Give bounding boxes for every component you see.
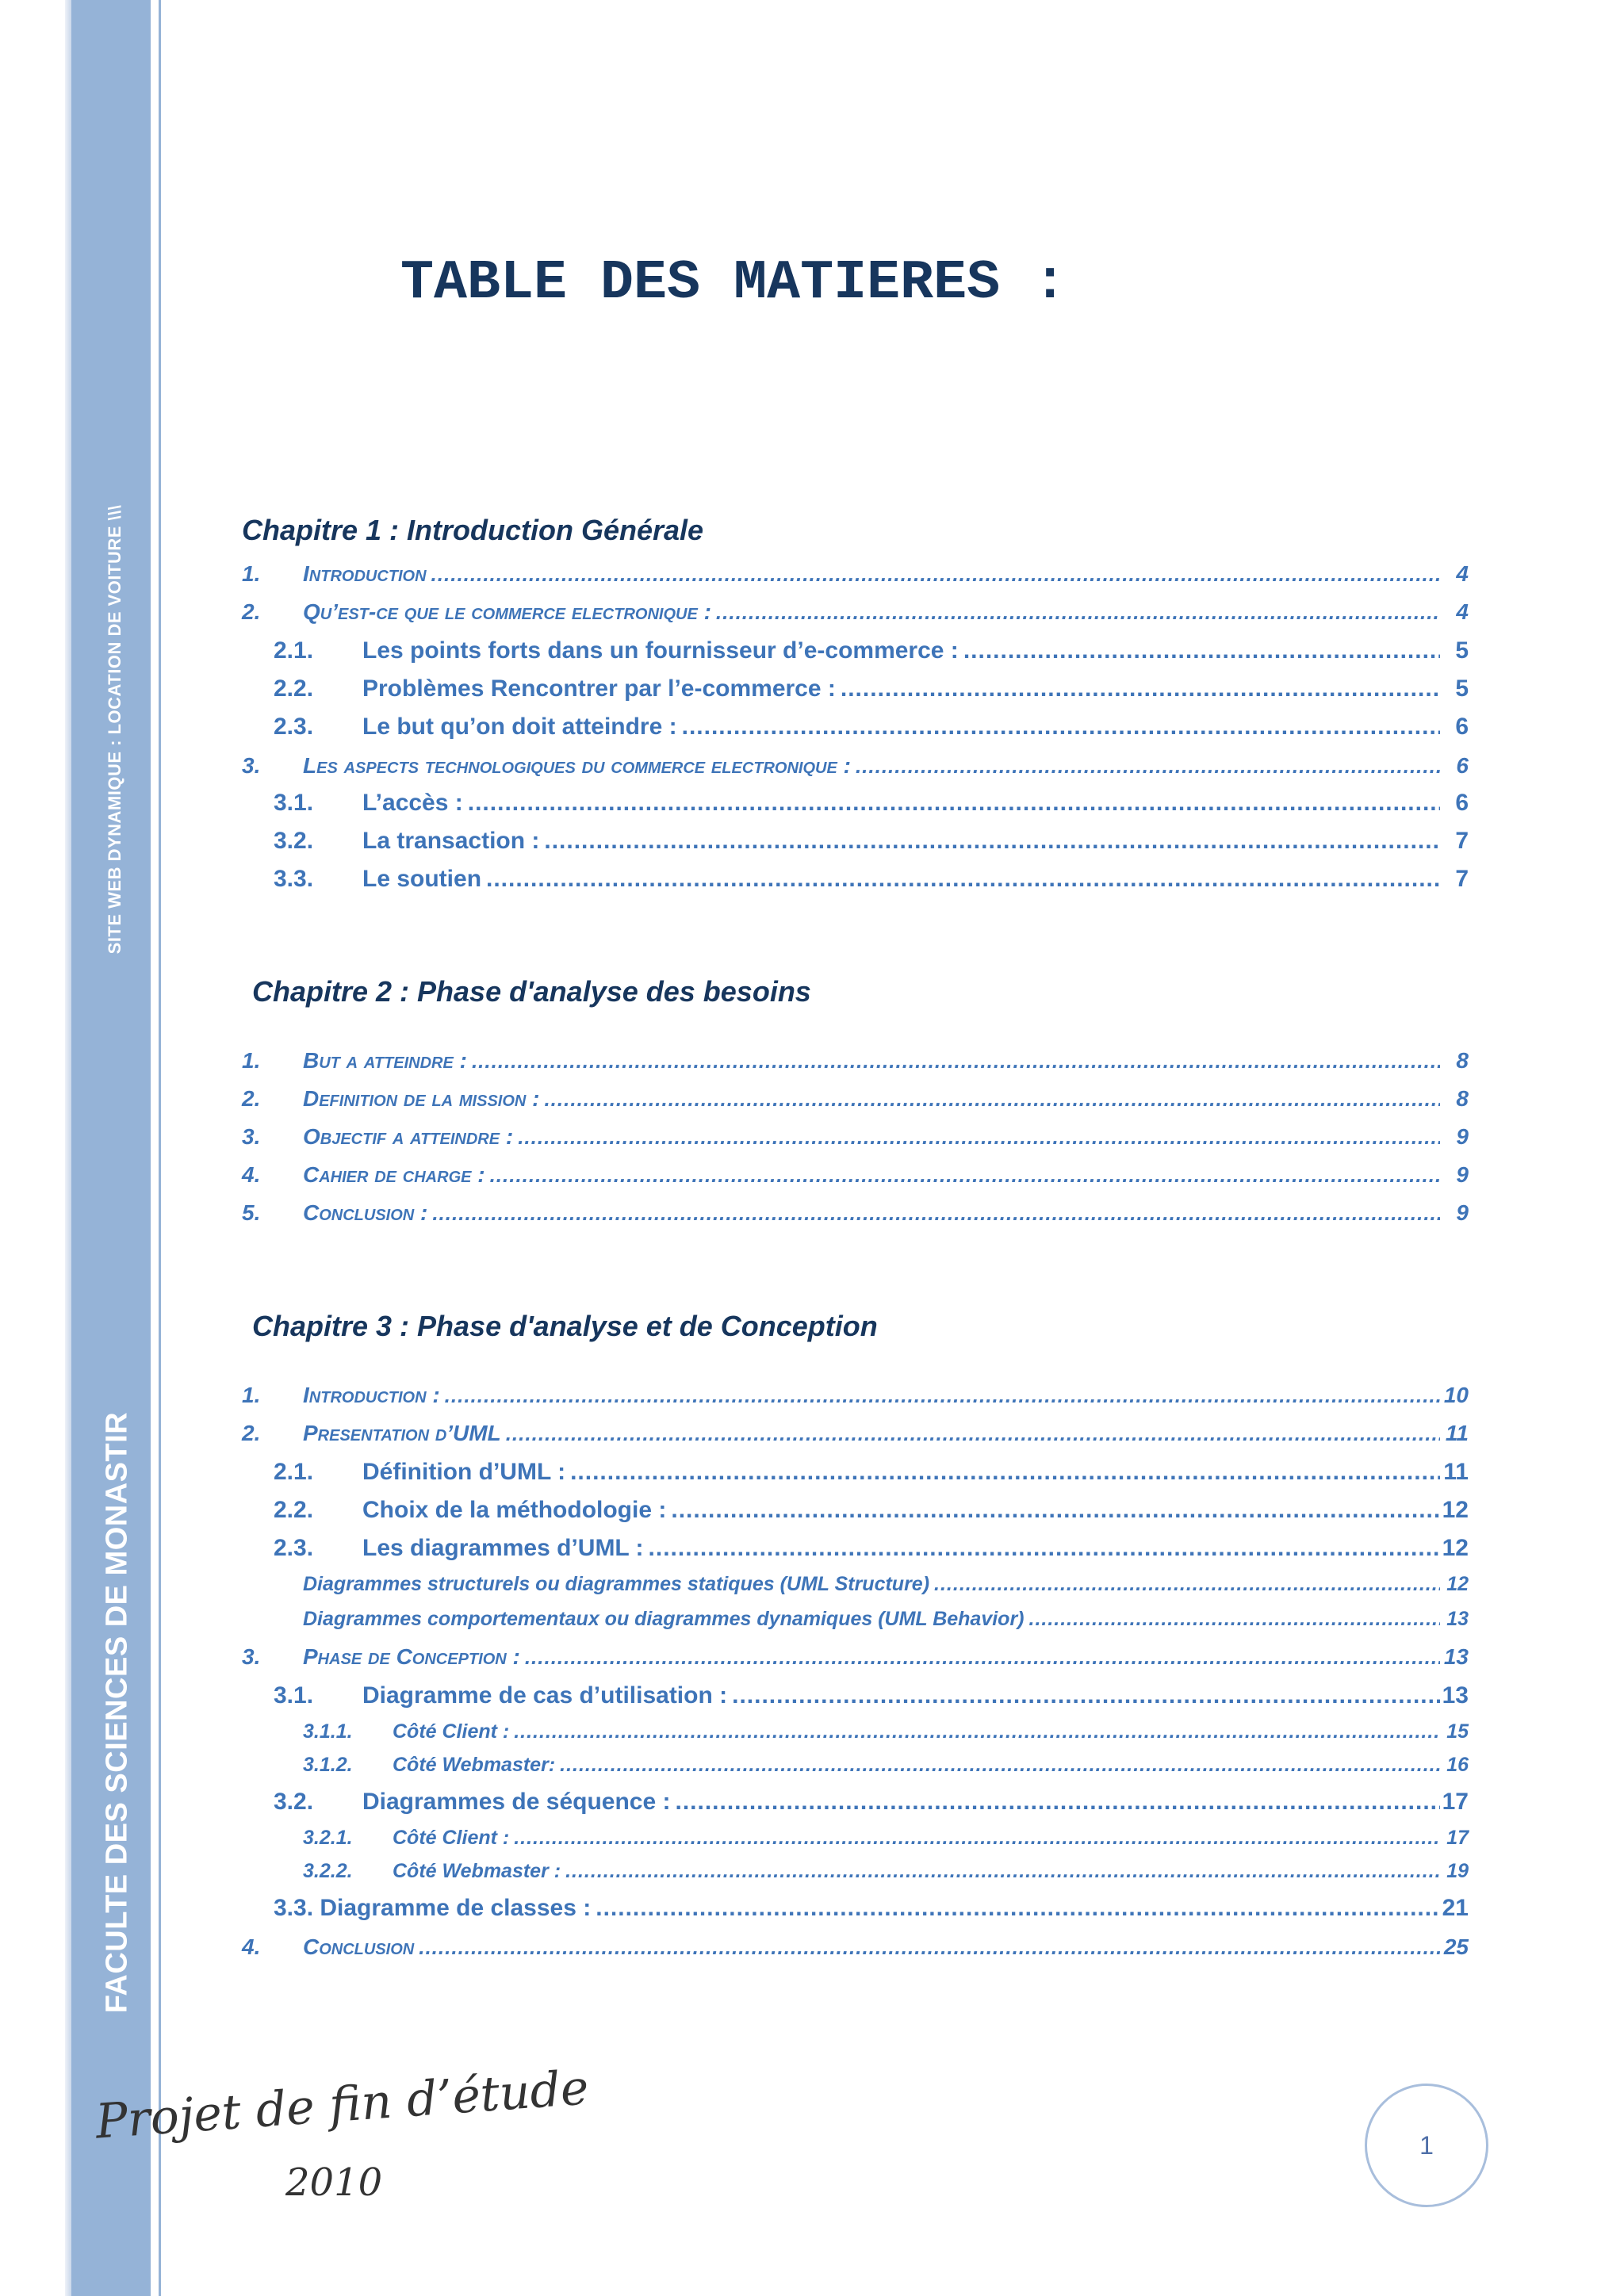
toc-label: Les points forts dans un fournisseur d’e-commerce : — [362, 637, 959, 664]
toc-leader — [472, 1049, 1440, 1073]
toc-leader — [682, 714, 1440, 740]
toc-leader — [486, 866, 1440, 893]
toc-entry[interactable] — [0, 561, 1469, 596]
toc-entry[interactable] — [0, 1644, 1469, 1679]
sidebar-bottom-text: FACULTE DES SCIENCES DE MONASTIR — [100, 1411, 134, 2014]
toc-entry[interactable] — [0, 637, 1469, 672]
toc-number: 2. — [242, 599, 261, 624]
toc-label: Diagramme de cas d’utilisation : — [362, 1682, 728, 1709]
toc-page: 9 — [1456, 1124, 1469, 1149]
toc-leader — [732, 1682, 1440, 1709]
signature-line-1: Projet de fin d’étude — [94, 2060, 591, 2150]
toc-page: 5 — [1455, 675, 1469, 702]
toc-entry[interactable] — [0, 1162, 1469, 1197]
toc-number: 3.2.2. — [303, 1860, 353, 1882]
toc-entry[interactable] — [0, 675, 1469, 710]
toc-page: 13 — [1442, 1682, 1469, 1709]
toc-label: Diagrammes structurels ou diagrammes statiques (UML Structure) — [303, 1573, 930, 1595]
toc-page: 8 — [1456, 1048, 1469, 1073]
toc-entry[interactable] — [0, 1048, 1469, 1083]
toc-entry[interactable] — [0, 866, 1469, 901]
toc-label: Le but qu’on doit atteindre : — [362, 714, 677, 740]
toc-number: 1. — [242, 1383, 261, 1407]
toc-label: Introduction — [303, 561, 427, 586]
toc-number: 2.2. — [274, 1497, 314, 1523]
toc-entry[interactable] — [0, 1754, 1469, 1784]
toc-page: 10 — [1443, 1383, 1469, 1407]
toc-page: 9 — [1456, 1200, 1469, 1225]
chapter-2-title: Chapitre 2 : Phase d'analyse des besoins — [252, 975, 811, 1008]
toc-number: 3.3. — [274, 866, 314, 892]
toc-leader — [856, 754, 1440, 779]
toc-page: 4 — [1456, 561, 1469, 586]
toc-label: Côté Webmaster: — [393, 1754, 556, 1776]
toc-number: 1. — [242, 1048, 261, 1073]
toc-entry[interactable] — [0, 1860, 1469, 1890]
toc-leader — [419, 1935, 1440, 1960]
toc-entry[interactable] — [0, 753, 1469, 788]
toc-leader — [570, 1459, 1440, 1486]
toc-label: 3.3. Diagramme de classes : — [274, 1895, 592, 1921]
toc-page: 9 — [1456, 1162, 1469, 1187]
toc-leader — [1029, 1608, 1441, 1631]
toc-leader — [432, 1201, 1440, 1226]
toc-page: 6 — [1456, 753, 1469, 778]
toc-leader — [431, 562, 1440, 587]
toc-label: Objectif a atteindre : — [303, 1124, 514, 1149]
toc-label: Introduction : — [303, 1383, 440, 1407]
toc-page: 16 — [1446, 1754, 1469, 1776]
toc-entry[interactable] — [0, 1720, 1469, 1751]
toc-page: 8 — [1456, 1086, 1469, 1111]
toc-label: Phase de Conception : — [303, 1644, 520, 1669]
toc-leader — [649, 1535, 1440, 1562]
toc-number: 3.1. — [274, 790, 314, 816]
toc-number: 3.1.1. — [303, 1720, 353, 1743]
toc-page: 12 — [1442, 1497, 1469, 1523]
toc-entry[interactable] — [0, 1497, 1469, 1532]
toc-leader — [525, 1645, 1440, 1670]
toc-entry[interactable] — [0, 828, 1469, 863]
toc-number: 3. — [242, 1644, 261, 1669]
toc-number: 2.3. — [274, 714, 314, 740]
toc-label: But a atteindre : — [303, 1048, 467, 1073]
toc-page: 6 — [1455, 714, 1469, 740]
toc-entry[interactable] — [0, 1934, 1469, 1969]
toc-label: Definition de la mission : — [303, 1086, 540, 1111]
toc-entry[interactable] — [0, 1895, 1469, 1930]
toc-page: 11 — [1445, 1421, 1469, 1445]
toc-leader — [676, 1789, 1441, 1816]
toc-label: Diagrammes de séquence : — [362, 1789, 671, 1815]
toc-number: 3. — [242, 1124, 261, 1149]
toc-number: 2.1. — [274, 1459, 314, 1485]
toc-entry[interactable] — [0, 1459, 1469, 1494]
toc-number: 2.2. — [274, 675, 314, 702]
toc-page: 17 — [1446, 1827, 1469, 1849]
toc-leader — [544, 1087, 1440, 1112]
toc-page: 19 — [1446, 1860, 1469, 1882]
toc-leader — [514, 1720, 1440, 1743]
chapter-1-title: Chapitre 1 : Introduction Générale — [242, 514, 704, 546]
toc-label: Le soutien — [362, 866, 482, 892]
page-title: TABLE DES MATIERES : — [400, 252, 1067, 315]
toc-entry[interactable] — [0, 1827, 1469, 1857]
toc-number: 1. — [242, 561, 261, 586]
toc-number: 3.1. — [274, 1682, 314, 1709]
toc-label: L’accès : — [362, 790, 463, 816]
toc-page: 13 — [1443, 1644, 1469, 1669]
toc-entry[interactable] — [0, 790, 1469, 825]
toc-leader — [565, 1860, 1440, 1883]
toc-label: Conclusion — [303, 1934, 415, 1959]
toc-page: 5 — [1455, 637, 1469, 664]
toc-number: 3.2.1. — [303, 1827, 353, 1849]
toc-leader — [963, 637, 1440, 664]
toc-page: 11 — [1443, 1459, 1469, 1485]
toc-label: Choix de la méthodologie : — [362, 1497, 667, 1523]
toc-label: Les aspects technologiques du commerce electronique : — [303, 753, 851, 778]
toc-leader — [716, 600, 1440, 625]
toc-label: Conclusion : — [303, 1200, 428, 1225]
toc-leader — [490, 1163, 1440, 1188]
toc-entry[interactable] — [0, 1608, 1469, 1638]
toc-label: Qu’est-ce que le commerce electronique : — [303, 599, 711, 624]
toc-label: Les diagrammes d’UML : — [362, 1535, 644, 1561]
toc-entry[interactable] — [0, 599, 1469, 634]
toc-leader — [596, 1895, 1440, 1922]
toc-label: Côté Webmaster : — [393, 1860, 561, 1882]
toc-entry[interactable] — [0, 714, 1469, 748]
toc-page: 6 — [1455, 790, 1469, 816]
toc-entry[interactable] — [0, 1573, 1469, 1603]
toc-page: 12 — [1442, 1535, 1469, 1561]
toc-page: 17 — [1442, 1789, 1469, 1815]
toc-leader — [468, 790, 1440, 817]
signature-year: 2010 — [285, 2160, 383, 2205]
toc-number: 2. — [242, 1086, 261, 1111]
toc-number: 3.2. — [274, 828, 314, 854]
toc-entry[interactable] — [0, 1682, 1469, 1717]
toc-label: Presentation d’UML — [303, 1421, 501, 1445]
toc-label: Côté Client : — [393, 1827, 510, 1849]
toc-number: 2. — [242, 1421, 261, 1445]
toc-leader — [841, 675, 1440, 702]
toc-entry[interactable] — [0, 1086, 1469, 1121]
toc-number: 5. — [242, 1200, 261, 1225]
page-number: 1 — [1419, 2130, 1434, 2160]
toc-leader — [514, 1827, 1440, 1850]
page-number-badge — [1365, 2084, 1488, 2207]
toc-entry[interactable] — [0, 1789, 1469, 1823]
toc-entry[interactable] — [0, 1383, 1469, 1418]
toc-label: Côté Client : — [393, 1720, 510, 1743]
toc-entry[interactable] — [0, 1200, 1469, 1235]
toc-entry[interactable] — [0, 1421, 1469, 1456]
toc-number: 3.2. — [274, 1789, 314, 1815]
toc-label: Cahier de charge : — [303, 1162, 485, 1187]
toc-page: 13 — [1446, 1608, 1469, 1630]
sidebar-top-text: SITE WEB DYNAMIQUE : LOCATION DE VOITURE \\\ — [105, 504, 124, 955]
toc-leader — [544, 828, 1440, 855]
toc-leader — [506, 1422, 1440, 1446]
toc-leader — [518, 1125, 1440, 1150]
toc-number: 2.1. — [274, 637, 314, 664]
toc-leader — [671, 1497, 1440, 1524]
toc-label: Diagrammes comportementaux ou diagrammes dynamiques (UML Behavior) — [303, 1608, 1025, 1630]
toc-leader — [934, 1573, 1440, 1596]
toc-number: 3.1.2. — [303, 1754, 353, 1776]
toc-number: 3. — [242, 753, 261, 778]
toc-label: Problèmes Rencontrer par l’e-commerce : — [362, 675, 836, 702]
toc-number: 4. — [242, 1934, 261, 1959]
toc-page: 25 — [1443, 1934, 1469, 1959]
toc-label: La transaction : — [362, 828, 540, 854]
toc-page: 15 — [1446, 1720, 1469, 1743]
toc-entry[interactable] — [0, 1535, 1469, 1570]
toc-page: 7 — [1455, 866, 1469, 892]
toc-number: 2.3. — [274, 1535, 314, 1561]
toc-leader — [445, 1383, 1440, 1408]
chapter-3-title: Chapitre 3 : Phase d'analyse et de Conception — [252, 1310, 878, 1342]
toc-page: 4 — [1456, 599, 1469, 624]
toc-page: 7 — [1455, 828, 1469, 854]
toc-entry[interactable] — [0, 1124, 1469, 1159]
toc-number: 4. — [242, 1162, 261, 1187]
toc-leader — [560, 1754, 1440, 1777]
toc-label: Définition d’UML : — [362, 1459, 566, 1485]
toc-page: 12 — [1446, 1573, 1469, 1595]
toc-page: 21 — [1442, 1895, 1469, 1921]
